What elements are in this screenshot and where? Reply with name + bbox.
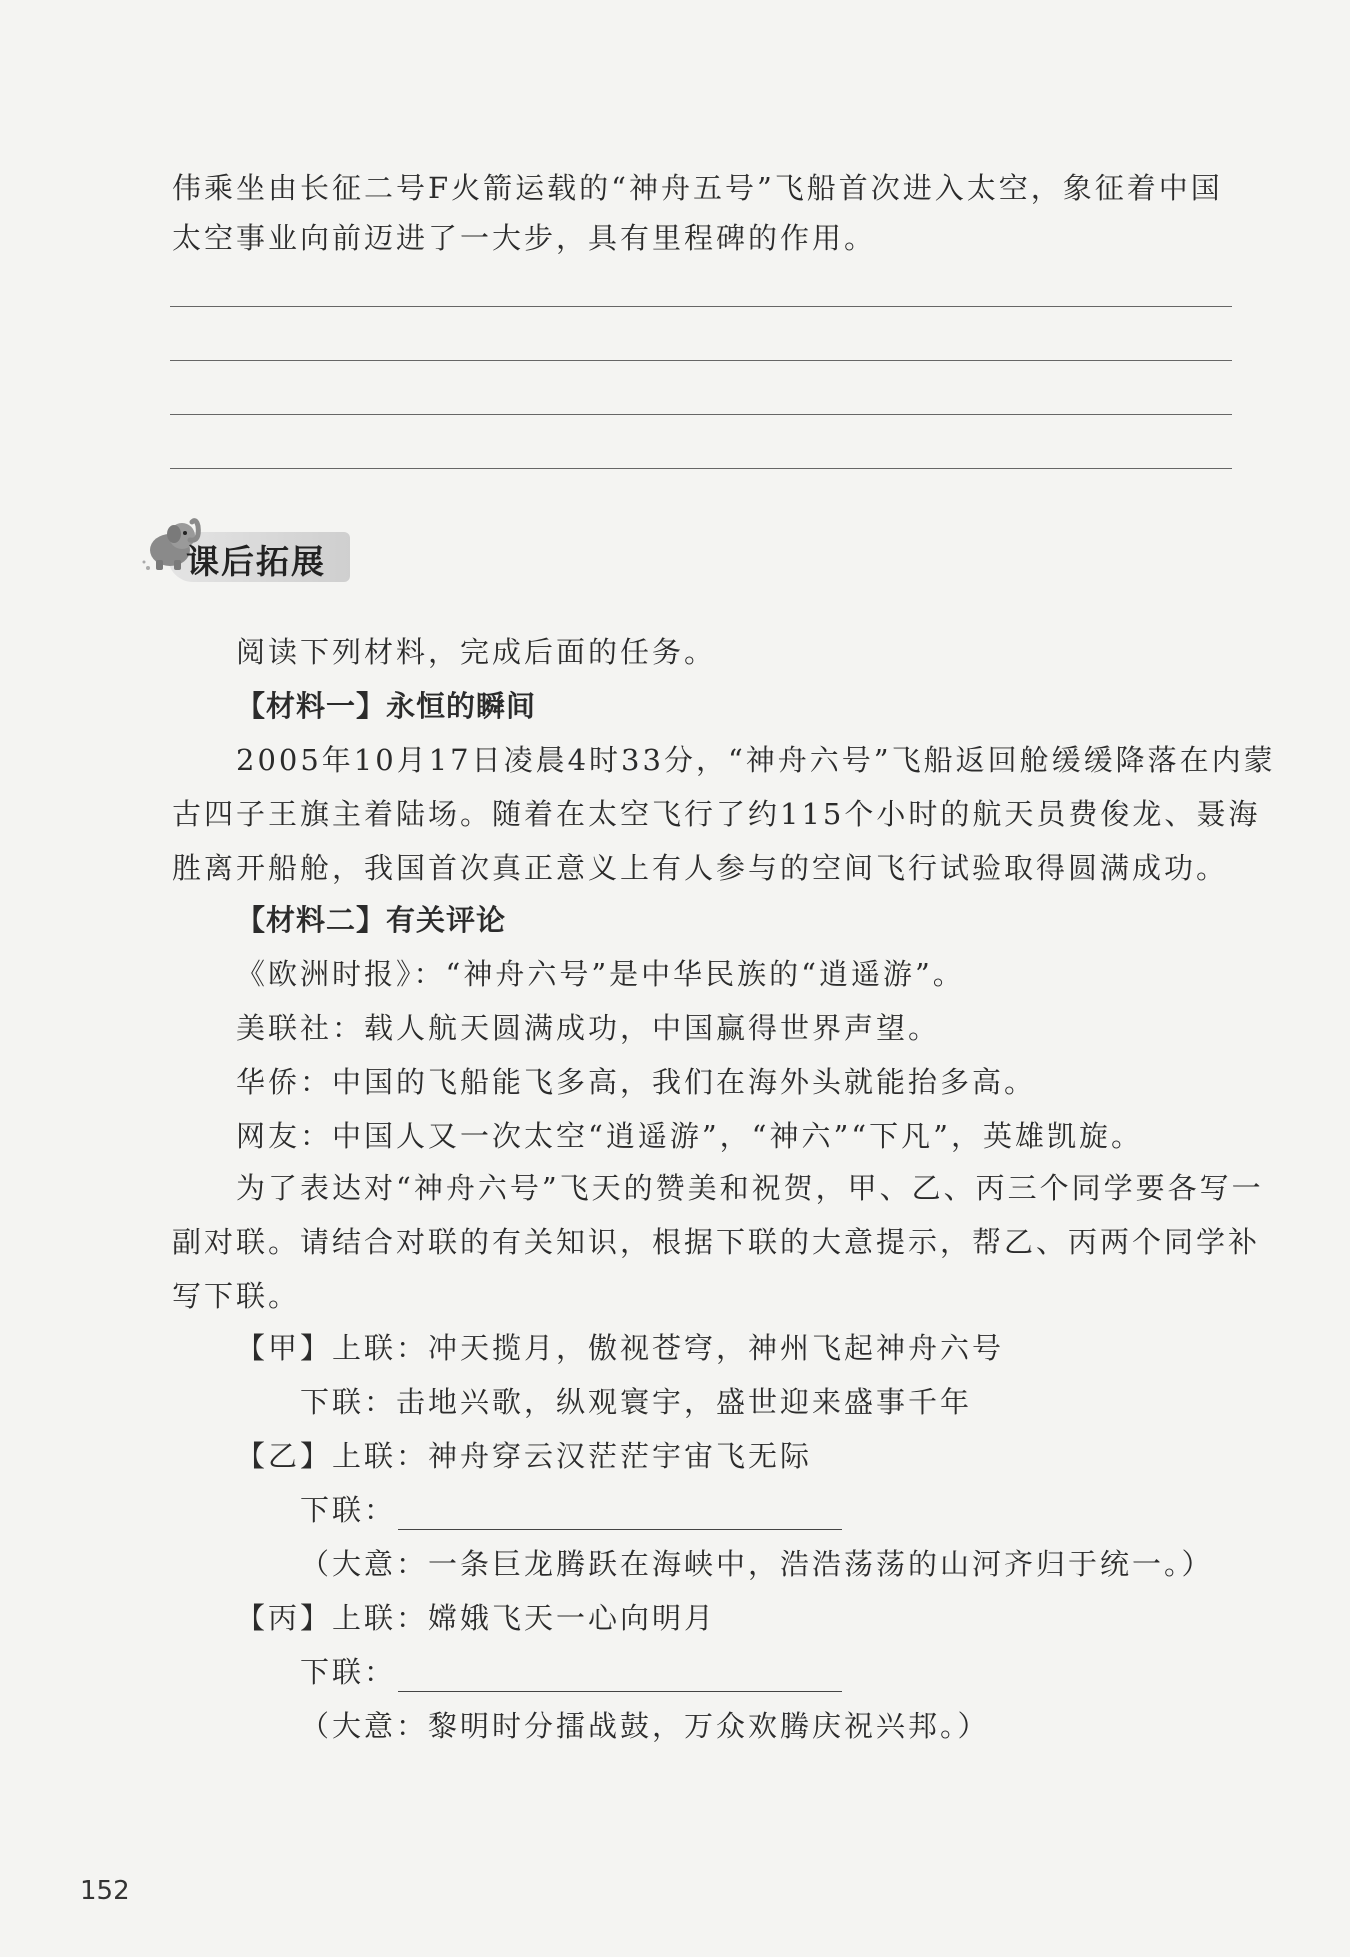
comment-line: 网友：中国人又一次太空“逍遥游”，“神六”“下凡”，英雄凯旋。 xyxy=(236,1119,1143,1153)
couplet-yi-lower xyxy=(300,1490,842,1530)
paragraph-line: 为了表达对“神舟六号”飞天的赞美和祝贺，甲、乙、丙三个同学要各写一 xyxy=(236,1171,1264,1205)
section-title: 课后拓展 xyxy=(186,542,326,581)
couplet-jia-upper: 【甲】上联：冲天揽月，傲视苍穹，神州飞起神舟六号 xyxy=(236,1331,1005,1365)
answer-line[interactable] xyxy=(170,414,1232,415)
couplet-bing-hint: （大意：黎明时分擂战鼓，万众欢腾庆祝兴邦。） xyxy=(300,1709,990,1743)
comment-line: 华侨：中国的飞船能飞多高，我们在海外头就能抬多高。 xyxy=(236,1065,1037,1099)
page-number: 152 xyxy=(80,1876,130,1906)
couplet-bing-lower xyxy=(300,1652,842,1692)
couplet-yi-lower-label: 下联： xyxy=(300,1493,397,1527)
couplet-yi-answer-blank[interactable] xyxy=(398,1499,842,1530)
comment-line: 《欧洲时报》：“神舟六号”是中华民族的“逍遥游”。 xyxy=(236,957,965,991)
couplet-bing-upper: 【丙】上联：嫦娥飞天一心向明月 xyxy=(236,1601,717,1635)
answer-line[interactable] xyxy=(170,306,1232,307)
couplet-bing-lower-label: 下联： xyxy=(300,1655,397,1689)
couplet-bing-answer-blank[interactable] xyxy=(398,1661,842,1692)
comment-line: 美联社：载人航天圆满成功，中国赢得世界声望。 xyxy=(236,1011,941,1045)
paragraph-line: 胜离开船舱，我国首次真正意义上有人参与的空间飞行试验取得圆满成功。 xyxy=(172,851,1229,885)
paragraph-line: 伟乘坐由长征二号F火箭运载的“神舟五号”飞船首次进入太空，象征着中国 xyxy=(172,171,1223,205)
paragraph-line: 古四子王旗主着陆场。随着在太空飞行了约115个小时的航天员费俊龙、聂海 xyxy=(172,797,1261,831)
material-heading: 【材料二】有关评论 xyxy=(236,903,507,937)
couplet-yi-hint: （大意：一条巨龙腾跃在海峡中，浩浩荡荡的山河齐归于统一。） xyxy=(300,1547,1214,1581)
paragraph-line: 太空事业向前迈进了一大步，具有里程碑的作用。 xyxy=(172,221,877,255)
paragraph-line: 写下联。 xyxy=(172,1279,301,1313)
instruction-text: 阅读下列材料，完成后面的任务。 xyxy=(236,635,717,669)
material-heading: 【材料一】永恒的瞬间 xyxy=(236,689,537,723)
paragraph-line: 副对联。请结合对联的有关知识，根据下联的大意提示，帮乙、丙两个同学补 xyxy=(172,1225,1261,1259)
paragraph-line: 2005年10月17日凌晨4时33分，“神舟六号”飞船返回舱缓缓降落在内蒙 xyxy=(236,743,1276,777)
section-header xyxy=(140,512,350,586)
couplet-yi-upper: 【乙】上联：神舟穿云汉茫茫宇宙飞无际 xyxy=(236,1439,813,1473)
answer-line[interactable] xyxy=(170,360,1232,361)
answer-line[interactable] xyxy=(170,468,1232,469)
couplet-jia-lower: 下联：击地兴歌，纵观寰宇，盛世迎来盛事千年 xyxy=(300,1385,973,1419)
